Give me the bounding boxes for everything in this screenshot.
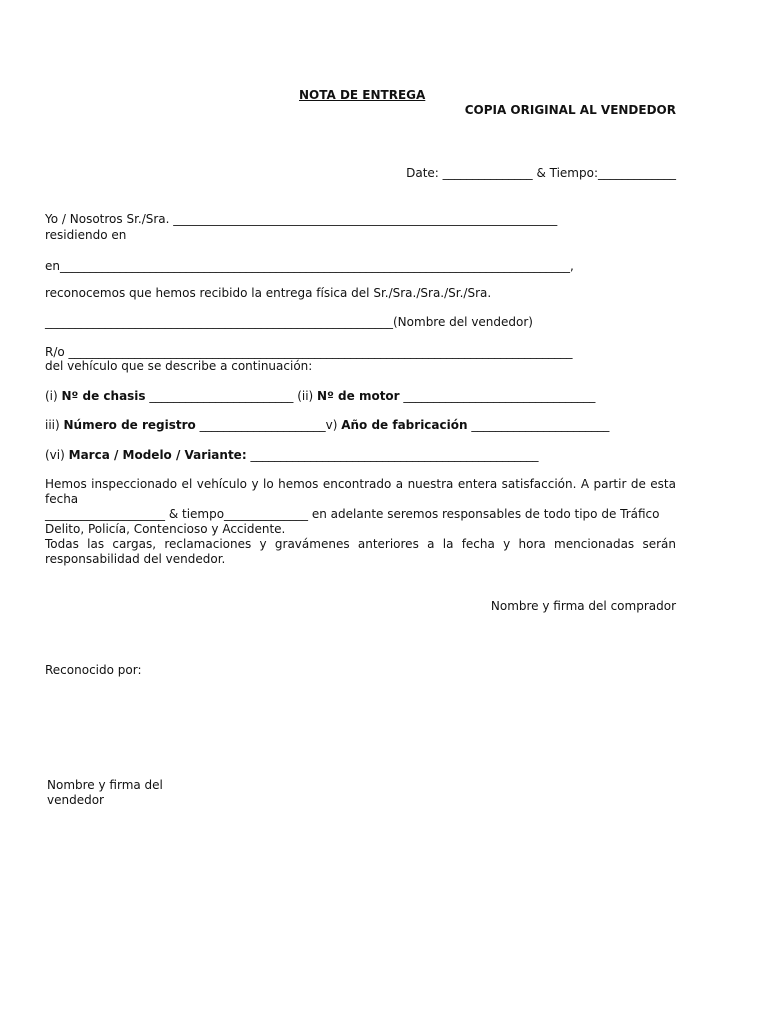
registration-year-line — [45, 418, 609, 433]
vehicle-description: del vehículo que se describe a continuación: — [45, 359, 313, 373]
registration-label: Número de registro — [63, 418, 196, 432]
buyer-name-line: Yo / Nosotros Sr./Sra. ________________________________________________________________ — [45, 212, 558, 226]
chassis-prefix: (i) — [45, 389, 62, 403]
paragraph-line-4: Todas las cargas, reclamaciones y gravámenes anteriores a la fecha y hora mencionadas serán responsabilidad del vendedor. — [45, 537, 676, 566]
year-blank: _______________________ — [467, 418, 610, 432]
buyer-signature-label: Nombre y firma del comprador — [490, 599, 676, 613]
paragraph-line-3: Delito, Policía, Contencioso y Accidente. — [45, 522, 286, 536]
registration-blank: _____________________v) — [195, 418, 342, 432]
document-subtitle: COPIA ORIGINAL AL VENDEDOR — [464, 103, 676, 117]
seller-signature-label — [47, 778, 163, 808]
seller-name-line: __________________________________________________________(Nombre del vendedor) — [45, 315, 533, 329]
paragraph-line-2: ____________________ & tiempo______________ en adelante seremos responsables de todo tipo de Tráfico — [45, 507, 660, 521]
seller-signature-line-2: vendedor — [47, 793, 104, 807]
paragraph-line-1: Hemos inspeccionado el vehículo y lo hemos encontrado a nuestra entera satisfacción. A partir de esta fecha — [45, 477, 676, 506]
date-time-line: Date: _______________ & Tiempo:_____________ — [406, 166, 676, 180]
acknowledge-line: reconocemos que hemos recibido la entrega física del Sr./Sra./Sra./Sr./Sra. — [45, 286, 492, 300]
brand-blank: ________________________________________________ — [246, 448, 539, 462]
chassis-label: Nº de chasis — [61, 389, 146, 403]
motor-label: Nº de motor — [317, 389, 400, 403]
brand-label: Marca / Modelo / Variante: — [68, 448, 247, 462]
seller-signature-line-1: Nombre y firma del — [47, 778, 163, 792]
chassis-motor-line — [45, 389, 595, 404]
registration-prefix: iii) — [45, 418, 64, 432]
brand-prefix: (vi) — [45, 448, 69, 462]
brand-model-line — [45, 448, 538, 463]
ro-line: R/o ____________________________________________________________________________________ — [45, 345, 573, 359]
acknowledged-by-label: Reconocido por: — [45, 663, 142, 677]
motor-blank: ________________________________ — [399, 389, 596, 403]
chassis-blank: ________________________ (ii) — [145, 389, 318, 403]
address-line: en_____________________________________________________________________________________, — [45, 259, 574, 273]
document-title: NOTA DE ENTREGA — [299, 88, 426, 102]
year-label: Año de fabricación — [341, 418, 468, 432]
responsibility-paragraph — [45, 477, 676, 567]
residing-label: residiendo en — [45, 228, 127, 242]
